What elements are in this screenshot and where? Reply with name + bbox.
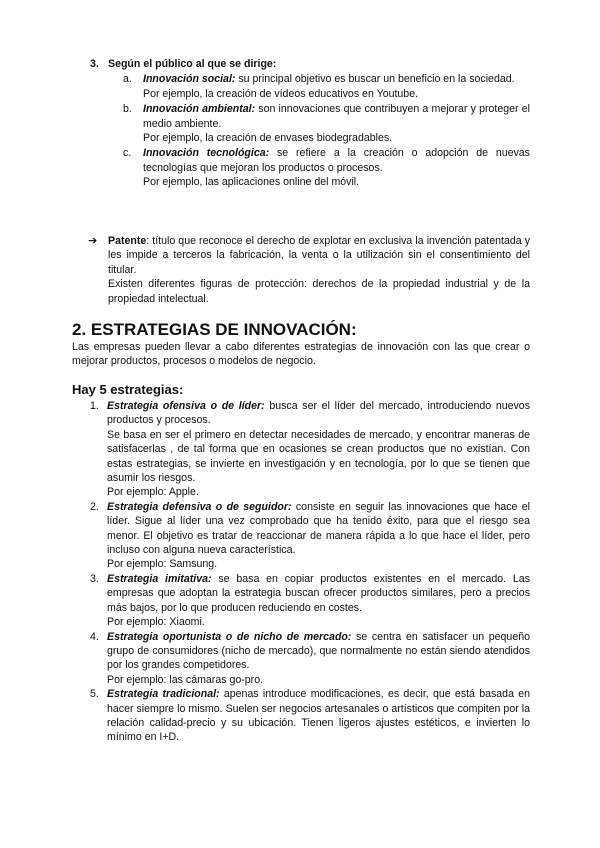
item-number: 2.: [90, 500, 99, 513]
patente-bullet: [88, 234, 530, 306]
item-term: Estrategia ofensiva o de líder:: [107, 400, 265, 412]
item-term: Estrategia defensiva o de seguidor:: [107, 500, 292, 513]
innovation-types-list: [123, 72, 530, 189]
item-description: busca ser el líder del mercado, introduciendo nuevos productos y procesos.: [107, 400, 530, 427]
item-description: se centra en satisfacer un pequeño grupo de consumidores (nicho de mercado), que normalmente no están siendo atendidos por los grandes competidores.: [107, 630, 530, 672]
list-item: [123, 102, 530, 145]
item-letter: c.: [123, 147, 132, 160]
section-3-title: Según el público al que se dirige:: [108, 58, 277, 70]
item-number: 4.: [90, 630, 99, 643]
patente-definition: : título que reconoce el derecho de explotar en exclusiva la invención patentada y les impide a terceros la fabricación, la venta o la utilización sin el consentimiento del titular.: [108, 235, 530, 276]
arrow-bullet-icon: ➔: [88, 235, 98, 247]
item-text: [107, 399, 530, 428]
section-3-number: 3.: [90, 58, 99, 70]
item-term: Estrategia oportunista o de nicho de mercado:: [107, 630, 352, 643]
list-item: [123, 146, 530, 189]
item-letter: a.: [123, 73, 132, 86]
list-item: [90, 572, 530, 630]
item-detail: Se basa en ser el primero en detectar necesidades de mercado, y encontrar maneras de satisfacerlas , de tal forma que en ocasiones se crean productos que no existían. Con estas estrategias, se invierte en investigación y en tecnología, por lo que se tienen que asumir los riesgos.: [107, 428, 530, 485]
intro-paragraph: Las empresas pueden llevar a cabo diferentes estrategias de innovación con las que crear o mejorar productos, procesos o modelos de negocio.: [72, 341, 530, 368]
item-text: [107, 572, 530, 615]
item-number: 1.: [90, 400, 99, 412]
item-example: Por ejemplo: Apple.: [107, 486, 199, 499]
item-text: [143, 72, 530, 86]
item-term: Innovación tecnológica:: [143, 147, 270, 160]
patente-text: [108, 234, 530, 277]
list-item: [90, 500, 530, 572]
item-description: se refiere a la creación o adopción de nuevas tecnologías que mejoran los productos o procesos.: [143, 147, 530, 174]
item-term: Innovación social:: [143, 73, 236, 86]
item-description: son innovaciones que contribuyen a mejorar y proteger el medio ambiente.: [143, 103, 530, 130]
item-description: se basa en copiar productos existentes en el mercado. Las empresas que adoptan la estrategia buscan ofrecer productos similares, pero a precios más bajos, por lo que producen reduciendo en costes.: [107, 572, 530, 614]
section-3-heading: [90, 57, 530, 71]
item-example: Por ejemplo: las cámaras go-pro.: [107, 673, 264, 686]
item-example: Por ejemplo, las aplicaciones online del móvil.: [143, 176, 360, 189]
item-example: Por ejemplo, la creación de envases biodegradables.: [143, 132, 393, 145]
strategies-heading: Hay 5 estrategias:: [72, 382, 184, 397]
item-term: Estrategia tradicional:: [107, 688, 220, 701]
item-text: [107, 500, 530, 558]
item-description: consiste en seguir las innovaciones que hace el líder. Sigue al líder una vez comprobado que ha tenido éxito, para que el riesgo sea menor. El objetivo es tratar de reaccionar de manera rápida a lo que hace el líder, pero incluso con alguna nueva característica.: [107, 500, 531, 557]
item-text: [143, 146, 530, 175]
item-example: Por ejemplo, la creación de vídeos educativos en Youtube.: [143, 87, 419, 100]
item-text: [107, 687, 530, 745]
item-description: su principal objetivo es buscar un beneficio en la sociedad.: [235, 73, 515, 86]
list-item: [90, 687, 530, 745]
item-text: [143, 102, 530, 131]
section-heading: 2. ESTRATEGIAS DE INNOVACIÓN:: [72, 320, 357, 339]
list-item: [123, 72, 530, 101]
item-letter: b.: [123, 103, 132, 116]
item-term: Estrategia imitativa:: [107, 572, 212, 585]
patente-term: Patente: [108, 235, 147, 247]
list-item: [90, 630, 530, 688]
item-description: apenas introduce modificaciones, es decir, que está basada en hacer siempre lo mismo. Suelen ser negocios artesanales o artísticos que compiten por la relación calidad-precio y su ubicación. Tienen ligeros ajustes estéticos, e invierten lo mínimo en I+D.: [107, 688, 531, 744]
list-item: [90, 399, 530, 500]
section-3: [90, 57, 530, 191]
item-term: Innovación ambiental:: [143, 103, 256, 116]
item-number: 5.: [90, 688, 99, 701]
strategies-list: [90, 399, 530, 745]
item-example: Por ejemplo: Samsung.: [107, 558, 218, 571]
item-number: 3.: [90, 572, 99, 585]
item-text: [107, 630, 530, 673]
item-example: Por ejemplo: Xiaomi.: [107, 616, 205, 629]
patente-extra: Existen diferentes figuras de protección: derechos de la propiedad industrial y de la propiedad intelectual.: [108, 278, 530, 305]
